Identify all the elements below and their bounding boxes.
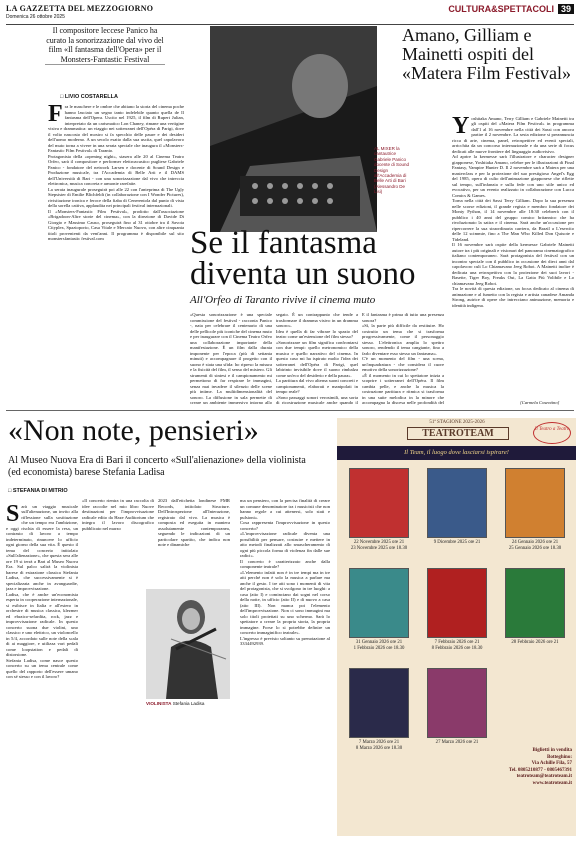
page-number: 39 [558, 4, 574, 14]
article2-credit: [Carmela Cosentino] [520, 400, 560, 405]
article1-headline: Se il fantasma diventa un suono [190, 225, 416, 292]
show-date: 27 Marzo 2026 ore 21 [435, 740, 479, 745]
theatre-name: TEATROTEAM [407, 427, 509, 440]
article1-subhead: All'Orfeo di Taranto rivive il cinema muto [190, 294, 376, 306]
show-poster [427, 668, 487, 738]
teatroteam-advert [337, 418, 576, 836]
show-poster [505, 468, 565, 538]
section-divider [6, 410, 574, 411]
violinist-illustration [146, 589, 230, 699]
section-title: CULTURA&SPETTACOLI 39 [448, 4, 574, 14]
ticket-info: Biglietti in vendita Botteghino: Via Achille Fila, 57 Tel. 0805210877 - 0805467391 teatroteam@teatroteam.it www.teatroteam.it [508, 748, 572, 786]
photo-mixer [210, 26, 377, 232]
article1-col4: E il fantasma è prima di tutto una presenza sonora? «Sì, la parte più difficile da restituire. Ho costruito un tema che si trasforma progressivamente, come il personaggio stesso. L'elettronica amplia lo spettro sonoro, rendendo il tema cangiante, fino a farlo diventare esso stesso un fantasma». C'è un momento del film - una scena, un'inquadratura - che considera il cuore emotivo della sonorizzazione? «È il momento in cui lo spettatore inizia a scoprire i sotterranei dell'Opéra. Il film cambia pelle, e anche la musica la costruzione partitura e ritmica si trasforma in una suite melodica in la minore che accompagna la discesa nelle profondità del [362, 312, 444, 405]
badge: Il Teatro a Teatro [533, 422, 571, 444]
show-date: 7 Marzo 2026 ore 21 8 Marzo 2026 ore 18.30 [355, 740, 403, 751]
article1-dropcap: F [48, 104, 63, 127]
show-poster [427, 568, 487, 638]
article2-body: Yoshitaka Amano, Terry Gilliam e Gabriele Mainetti tra gli ospiti del «Matera Film Festival» in programma dall'1 al 16 novembre nella città dei Sassi con ancora partire il 2 novembre. La sesta edizione si preannuncia ricca di arte, cinema, panel, retrospettive ed eventi speciali, arricchita da un concorso internazionale e da una serie di focus dedicati alle nuove frontiere del linguaggio audiovisivo. Ad aprire la kermesse sarà l'illustratore e character designer giapponese, Yoshitaka Amano, celebre per le illustrazioni di Final Fantasy, Vampire Hunter D. Il 2 novembre sarà a Matera per una masterclass e per la proiezione del suo prestigioso Angel's Egg del 1985, opera di culto dell'animazione giapponese che riflette sul tempo, sull'infanzia e sulla fede con uno stile unico ed evocativo, per un evento realizzato in collaborazione con Lucca Comics & Games. Torna nella città dei Sassi Terry Gilliam. Dopo la sua presenza nelle scorse edizioni, il grande regista e membro fondatore dei Monty Python, il 14 novembre alle 18:30 celebrerà con il pubblico i 40 anni del gruppo comico britannico che ha rivoluzionato la satira e il cinema. Sarà anche un'occasione per ripercorrere la sua straordinaria carriera, da Brazil a L'esercito delle 12 scimmie, fino a The Man Who Killed Don Quixote e Tideland. Il 16 novembre sarà ospite della kermesse Gabriele Mainetti autore tra i più originali e visionari del panorama cinematografico italiano contemporaneo. Sarà protagonista del festival con un incontro speciale con il pubblico in occasione dei dieci anni dal capolavoro cult Lo Chiamavano Jeeg Robot. A Mainetti inoltre è dedicata una retrospettiva con la proiezione dei suoi lavori - Basette, Tiger Boy, Freaks Out, La Gatta Più Volibile e Lo chiamavano Jeeg Robot. Tra le novità di questa edizione, un focus dedicato al cinema di animazione e al fumetto con la regista e artista canadese Amanda Strong, autrice di opere che intrecciano animazione, memoria e identità indigena. [452, 112, 574, 308]
article1-col3: segato. È un contrappunto che tende a trasformare il dramma visivo in un dramma sonoro». Idea è quella di far vibrare lo spazio del teatro come un'estensione del film stesso? «Sonorizzare un film significa confrontarsi con due tempi: quello metronomico della musica e quello narrativo del cinema. In questo caso mi ha ispirato molto l'idea dei sotterranei dell'Opéra di Parigi, quel labirinto invisibile dove il suono rimbalza come un'eco del desiderio e della paura». La partitura dal vivo alterna suoni concreti e campionamenti, elaborati e manipolati in tempo reale? «Sono passaggi sonori verosimili, una sorta di ricostruzione musicale anche quando il [276, 312, 358, 405]
ad-banner: Il Team, il luogo dove lasciarsi ispirare! [337, 446, 576, 460]
article3-col3: 2023 dall'etichetta londinese FMR Records, intitolato Structure. Dell'Introspezione all'Interazione, registrato dal vivo. La musica è composta ed eseguita in maniera assolutamente contemporanea, seguendo le indicazioni di un particolare spartito, che indica non note e dinamiche [158, 498, 230, 547]
photo1-caption: AL MIXER la cantautrice Gabriele Panico docente di Sound Design all'Accademia di Belle Arti di Bari (Alessandro De Lisi) [374, 146, 410, 195]
photo2-caption: VIOLINISTA Stefania Ladisa [146, 701, 205, 706]
article3-col2: «Il concerto rientra in una raccolta di idee raccolte nel mio libro Nuove destinazioni per l'improvvisazione radicale edito da Haze Auditorium che integra il lavoro discografico pubblicato nel marzo [82, 498, 154, 531]
article3-headline: «Non note, pensieri» [8, 414, 259, 447]
show-date: 28 Febbraio 2026 ore 21 [511, 640, 559, 645]
article1-kicker: Il compositore leccese Panico ha curato la sonorizzazione dal vivo del film «Il fantasma dell'Opera» per il Monsters-Fantastic Festival [46, 26, 164, 64]
article3-dropcap: S [6, 500, 20, 527]
issue-date: Domenica 26 ottobre 2025 [6, 14, 65, 20]
article3-col4: ma un pensiero, con la precisa finalità di creare un comune denominatore tra i musicisti che non hanno regole a cui attenersi, solo stati e pulsioni». Cosa rappresenta l'improvvisazione in questo concerto? «L'improvvisazione radicale diventa una possibilità per pensare, costruire e mettere in atto metodi finalizzati allo smascheramento di ogni più piccola forma di violenza fin dalle sue radici». Il concerto è caratterizzato anche dalla componente teatrale? «L'elemento infatti non è in tre tempi ma in tre atti perché non è solo la musica a parlare ma anche il gesto. I tre atti sono i momenti di vita del protagonista, che si svolgono in tre luoghi: a casa (atto I) e cominciano dai sogni nel corso della notte, in ufficio (atto II) e di nuovo a casa (atto III). Non manca poi l'elemento dell'improvvisazione. Non ci sono immagini ma solo titoli proiettati su uno schermo. Sarà lo spettatore a creare la propria storia, la propria immagine. Forse lo si potrebbe definire un concerto immaginifico teatrale». L'ingresso è previsto soltanto su prenotazione al 3334492939. [240, 498, 330, 646]
article1-col1: Fra le maschere e le ombre che abitano la storia del cinema poche hanno lasciato un segno tanto indelebile quanto quella de Il fantasma dell'Opera. Uscito nel 1925, il film di Rupert Julian, interpretato da un carismatico Lon Chaney, rimane una vertigine visiva e drammatica: un viaggio nei sotterranei dell'Opéra di Parigi, dove il volto nascosto del mostro si fa specchio delle paure e dei desideri dell'uomo moderno. A un secolo esatto dalla sua uscita, quel capolavoro del muto torna a vivere in una serata speciale che inaugura il «Monsters-Fantastic Film Festival» di Taranto. Protagonista della «opening night», stasera alle 20 al Cinema Teatro Orfeo, sarà il compositore e performer elettroacustico pugliese Gabriele Panico - fondatore del network Larsen e docente di Sound Design e Produzione musicale, tra l'Accademia di Belle Arti e il DAMS dell'Università di Bari - con una sonorizzazione dal vivo che intreccia elettronica, musica concreta e armonie rarefatte. La serata inaugurale proseguirà poi alle 22 con l'anteprima di The Ugly Stepsister di Emilie Blichfeldt (in collaborazione con I Wonder Pictures), rivisitazione ironica e feroce della fiaba di Cenerentola dal punto di vista della sorella cattiva, applaudita nei principali festival internazionali. Il «Monsters-Fantastic Film Festival», prodotto dall'associazione «Brigadoon-Altre storie del cinema», con la direzione di Davide Di Giorgio e Massimo Causo, proseguirà fino al 31 ottobre tra il Savoia Cityplex, Spazioporto, Casa Vitale e Mercato Nuovo, con altre cinquanta titoli provenienti da vent'anni. Il programma è disponibile sul sito monstersfantastic festival.com [48, 104, 184, 241]
masthead [6, 4, 574, 25]
mixer-illustration [210, 26, 377, 232]
article3-author: □ STEFANIA DI MITRIO [8, 488, 68, 494]
show-poster [349, 568, 409, 638]
season-label: 51ª STAGIONE 2025-2026 [429, 420, 485, 425]
article3-subhead: Al Museo Nuova Era di Bari il concerto «Sull'alienazione» della violinista (ed economista) barese Stefania Ladisa [8, 455, 306, 478]
show-date: 7 Febbraio 2026 ore 21 8 Febbraio 2026 ore 18.30 [431, 640, 483, 651]
newspaper-name: LA GAZZETTA DEL MEZZOGIORNO [6, 4, 154, 13]
show-poster [349, 468, 409, 538]
show-poster [505, 568, 565, 638]
article1-author: □ LIVIO COSTARELLA [60, 94, 118, 100]
article3-col1: Sarà un viaggio musicale sull'alienazione, un invito alla riflessione sulla sostituzione che un tempo era l'ambizione, e oggi rischia di essere la resa, un contrasto di lavoro a tempo indeterminato, rinuncere lo ufficio ogni giorno della sua vita. È questo il tema del concerto intitolato «Sull'alienazione», che questa sera alle ore 19 si terrà a Bari al Museo Nuova Era. Sul palco salirà la violinista barese di estrazione classica Stefania Ladisa, che successivamente si è specializzata anche in avanguardie, jazz e improvvisazione. Ladisa, che è anche un'economista esperta in cooperazione internazionale, si esibisce in Italia e all'estero in orchestre di musica classica, klezmer ed ebraico-sefardita, rock, jazz e improvvisazione radicale. In questo concerto suona due violini, uno classico e uno elettrico, un violoncello in 5/4, accordato sulle note della scala di ai maggiore, e utilizza vari pedali come loopstation e pedali di distorsione. Stefania Ladisa, come nasce questo concerto su un tema centrale come quello del rapporto dell'essere umano con sé stesso e con il lavoro? [6, 500, 78, 679]
show-date: 22 Novembre 2025 ore 21 23 Novembre 2025 ore 18.30 [350, 540, 408, 551]
article2-dropcap: Y [452, 112, 470, 139]
article2-headline: Amano, Gilliam e Mainetti ospiti del «Matera Film Festival» [402, 25, 571, 83]
show-poster [427, 468, 487, 538]
show-date: 24 Gennaio 2026 ore 21 25 Gennaio 2026 ore 18.30 [508, 540, 562, 551]
show-poster [349, 668, 409, 738]
show-date: 31 Gennaio 2026 ore 21 1 Febbraio 2026 ore 18.30 [353, 640, 405, 651]
show-date: 9 Dicembre 2025 ore 21 [433, 540, 481, 545]
article1-col2: «Questa sonorizzazione è una speciale commissione del festival - racconta Panico -, nata per celebrare il centenario di una delle pellicole più iconiche del cinema muto e per inaugurare con il Cinema Teatro Orfeo una collaborazione importante della manifestazione. È un film dalla durata imponente per l'epoca (più di settanta minuti) e accompagnare il progetto con il suono è stata una sfida: ho ripreso la misura e la fisicità del film, il senso del mistero. Gli strumenti di sintesi e il campionamento mi permettono di far respirare le immagini, senza mai invadere il silenzio delle scene più intime. La multidimensionalità del sonoro. La diffusione in sala permette di creare un ambiente immersivo intorno allo [190, 312, 272, 405]
photo-violinist [146, 589, 230, 699]
